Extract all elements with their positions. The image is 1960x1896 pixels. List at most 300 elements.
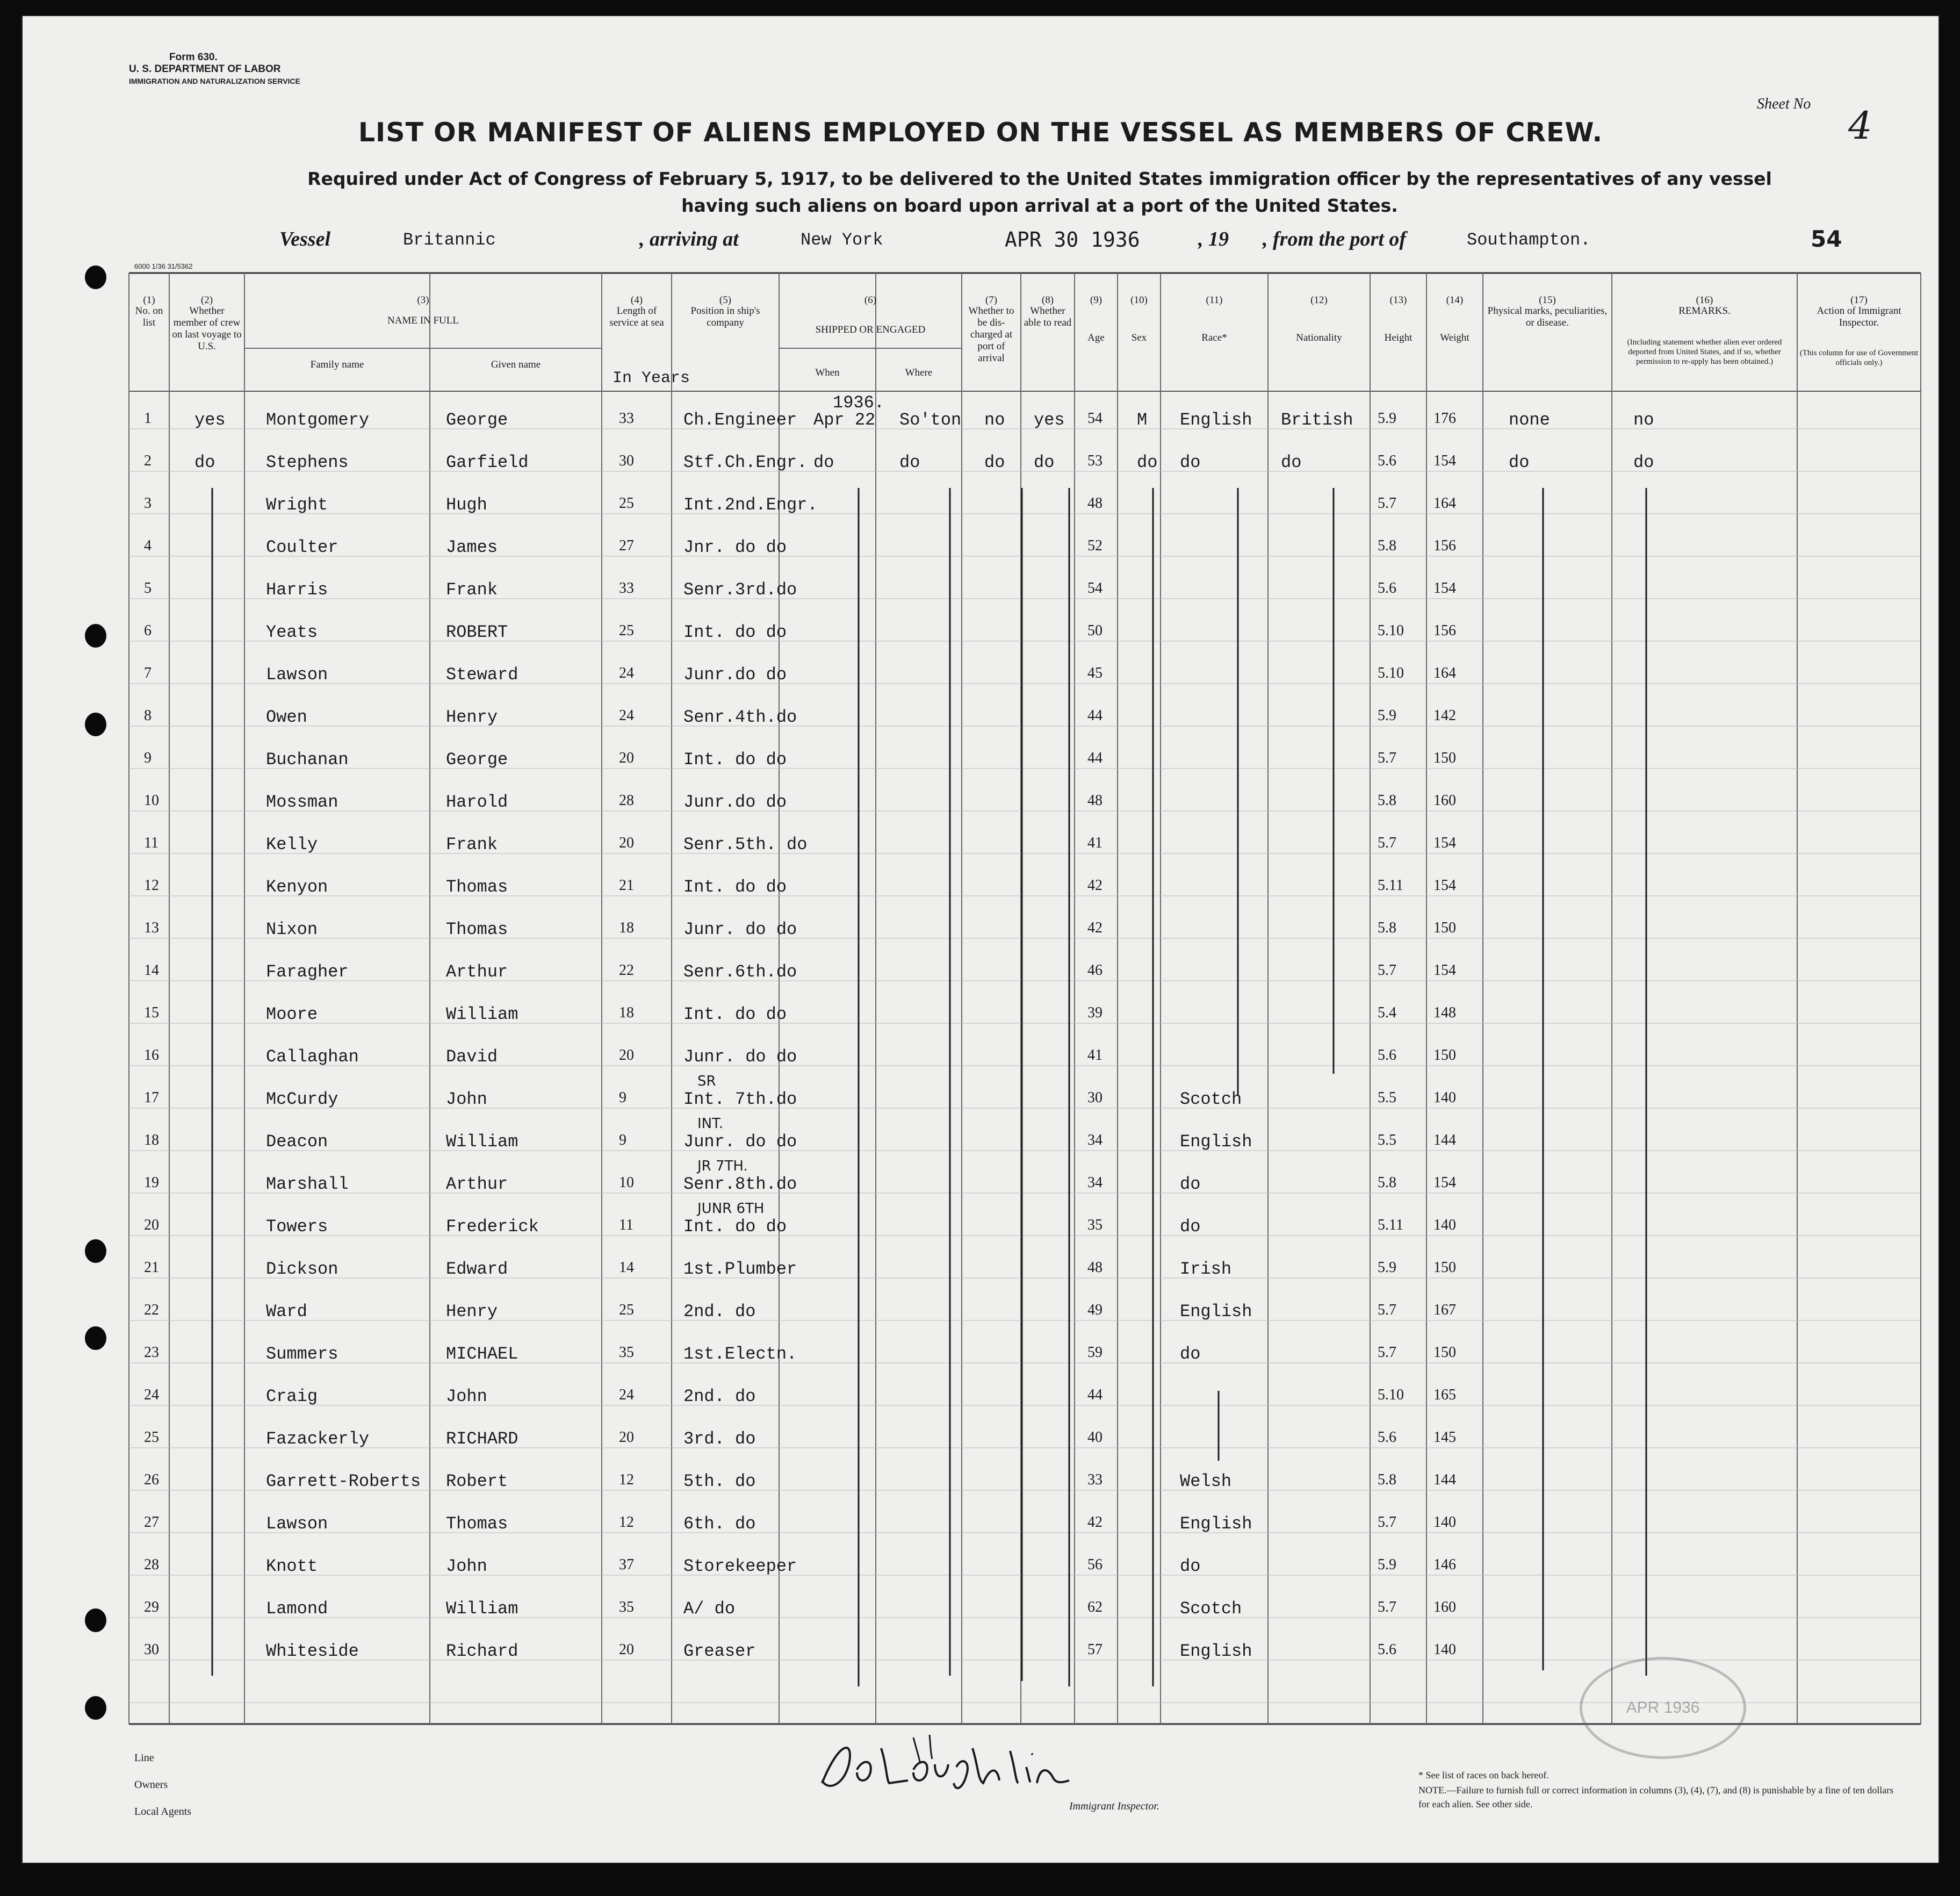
cell-weight: 160 [1433,1599,1456,1615]
cell-family: Lamond [266,1599,328,1619]
cell-age: 57 [1087,1641,1102,1658]
cell-position: 3rd. do [683,1429,756,1449]
shipped-where-header: Where [905,367,933,378]
cell-position: Int. do do [683,1217,787,1237]
cell-service: 33 [619,410,634,427]
page-title: LIST OR MANIFEST OF ALIENS EMPLOYED ON THE VESSEL AS MEMBERS OF CREW. [358,117,1603,148]
cell-given: Thomas [446,877,508,897]
cell-height: 5.7 [1378,750,1396,766]
cell-family: Kelly [266,835,318,854]
c2-header: Whether member of crew on last voyage to U.S. [172,305,242,352]
cell-service: 35 [619,1344,634,1361]
cell-service: 18 [619,1004,634,1021]
cell-family: Garrett-Roberts [266,1471,421,1491]
manifest-sheet [21,15,1940,1864]
cell-family: Coulter [266,537,338,557]
cell-age: 42 [1087,920,1102,936]
cell-height: 5.6 [1378,1047,1396,1064]
cell-no: 1 [144,410,152,427]
cell-service: 12 [619,1514,634,1531]
cell-no: 30 [144,1641,159,1658]
cell-race: do [1180,1556,1201,1576]
cell-race: do [1180,1217,1201,1237]
cell-height: 5.9 [1378,1259,1396,1276]
cell-nationality: British [1281,410,1353,430]
cell-height: 5.11 [1378,1217,1403,1233]
cell-height: 5.6 [1378,453,1396,469]
cell-service: 20 [619,750,634,766]
cell-sex: do [1137,453,1158,472]
cell-age: 44 [1087,1387,1102,1403]
cell-given: RICHARD [446,1429,518,1449]
cell-age: 56 [1087,1556,1102,1573]
c17-number: (17) [1850,295,1868,306]
cell-no: 8 [144,707,152,724]
cell-no: 7 [144,665,152,681]
cell-given: Steward [446,665,518,685]
cell-nationality: do [1281,453,1302,472]
cell-given: Arthur [446,1174,508,1194]
cell-weight: 140 [1433,1641,1456,1658]
cell-service: 10 [619,1174,634,1191]
cell-age: 34 [1087,1174,1102,1191]
sheet-number: 4 [1848,104,1872,148]
cell-discharged: do [984,453,1005,472]
cell-age: 62 [1087,1599,1102,1615]
cell-age: 54 [1087,580,1102,597]
cell-service: 27 [619,537,634,554]
cell-age: 46 [1087,962,1102,979]
arrival-date-stamp: APR 30 1936 [1005,228,1140,252]
cell-given: Henry [446,1302,498,1322]
requirement-text: Required under Act of Congress of February 5, 1917, to be delivered to the United States immigration officer by the representatives of any vessel having such aliens on board upon arrival at a port of the United States. [307,168,1772,216]
cell-no: 19 [144,1174,159,1191]
cell-no: 2 [144,453,152,469]
cell-service: 20 [619,835,634,851]
cell-given: Thomas [446,1514,508,1534]
line-label: Line [134,1752,154,1764]
c13-header: Height [1384,332,1413,343]
c12-header: Nationality [1296,332,1342,343]
cell-service: 20 [619,1047,634,1064]
cell-given: Garfield [446,453,529,472]
cell-given: David [446,1047,498,1067]
cell-where: So'ton [899,410,962,430]
c1-header: No. on list [135,305,163,328]
cell-given: Edward [446,1259,508,1279]
cell-marks: do [1509,453,1530,472]
punch-hole [85,624,106,648]
cell-service: 24 [619,665,634,681]
cell-height: 5.5 [1378,1132,1396,1148]
given-name-header: Given name [491,359,541,370]
cell-position: 2nd. do [683,1302,756,1322]
inspector-action-note: (This column for use of Government officials only.) [1799,349,1919,367]
cell-height: 5.9 [1378,1556,1396,1573]
cell-family: Wright [266,495,328,515]
c1-number: (1) [143,295,155,306]
punch-hole [85,1608,106,1632]
c17-header: Action of Immigrant Inspector. [1817,305,1901,328]
cell-age: 44 [1087,707,1102,724]
cell-position: Senr.4th.do [683,707,797,727]
table-grid [21,15,1940,1864]
c15-number: (15) [1539,295,1556,306]
inspector-signature [806,1732,1085,1797]
cell-height: 5.8 [1378,1174,1396,1191]
cell-position: Senr.8th.do [683,1174,797,1194]
cell-age: 40 [1087,1429,1102,1446]
cell-given: Richard [446,1641,518,1661]
cell-race: English [1180,1132,1252,1152]
cell-family: Craig [266,1387,318,1406]
cell-given: George [446,750,508,770]
name-header: NAME IN FULL [387,315,459,326]
cell-position: A/ do [683,1599,736,1619]
cell-service: 18 [619,920,634,936]
cell-family: Stephens [266,453,349,472]
cell-height: 5.11 [1378,877,1403,894]
cell-position: Int. 7th.do [683,1089,797,1109]
cell-given: Frank [446,580,498,600]
c7-header: Whether to be dis-charged at port of arrival [968,305,1014,364]
cell-weight: 154 [1433,453,1456,469]
cell-position: 1st.Electn. [683,1344,797,1364]
cell-service: 9 [619,1132,626,1148]
cell-service: 25 [619,495,634,512]
cell-when: Apr 22 [813,410,876,430]
years-note: In Years [612,369,690,387]
cell-weight: 165 [1433,1387,1456,1403]
cell-no: 4 [144,537,152,554]
owners-label: Owners [134,1779,168,1791]
cell-weight: 160 [1433,792,1456,809]
cell-given: MICHAEL [446,1344,518,1364]
cell-no: 5 [144,580,152,597]
cell-height: 5.8 [1378,920,1396,936]
cell-position: Junr. do do [683,1047,797,1067]
cell-given: Hugh [446,495,487,515]
cell-family: Whiteside [266,1641,359,1661]
from-port-label: , from the port of [1263,228,1407,250]
cell-service: 37 [619,1556,634,1573]
cell-race: Scotch [1180,1089,1242,1109]
year-label: , 19 [1198,228,1229,250]
cell-no: 23 [144,1344,159,1361]
c14-header: Weight [1440,332,1469,343]
cell-service: 21 [619,877,634,894]
c8-header: Whether able to read [1024,305,1072,328]
cell-given: James [446,537,498,557]
cell-remarks: no [1633,410,1654,430]
cell-weight: 150 [1433,1259,1456,1276]
cell-no: 25 [144,1429,159,1446]
cell-age: 41 [1087,1047,1102,1064]
cell-given: Thomas [446,920,508,939]
cell-height: 5.8 [1378,1471,1396,1488]
shipped-when-header: When [815,367,840,378]
punch-hole [85,713,106,736]
cell-position-correction: SR [697,1073,716,1089]
remarks-note: (Including statement whether alien ever ordered deported from United States, and if so, whether permission to re-apply has been obtained.) [1627,338,1782,366]
cell-height: 5.9 [1378,707,1396,724]
cell-age: 54 [1087,410,1102,427]
cell-family: Kenyon [266,877,328,897]
cell-family: Knott [266,1556,318,1576]
cell-weight: 150 [1433,920,1456,936]
cell-weight: 144 [1433,1132,1456,1148]
cell-where: do [899,453,920,472]
c16-header: REMARKS. [1678,305,1731,317]
cell-position: Junr.do do [683,665,787,685]
cell-height: 5.10 [1378,622,1404,639]
cell-weight: 167 [1433,1302,1456,1318]
cell-race: English [1180,1514,1252,1534]
cell-position: Stf.Ch.Engr. [683,453,808,472]
cell-read: yes [1034,410,1065,430]
cell-race: do [1180,1174,1201,1194]
cell-position: Ch.Engineer [683,410,797,430]
cell-no: 26 [144,1471,159,1488]
cell-no: 3 [144,495,152,512]
cell-age: 53 [1087,453,1102,469]
shipped-header: SHIPPED OR ENGAGED [815,324,926,335]
sheet-number-label: Sheet No [1757,96,1811,112]
cell-position-correction: JUNR 6TH [697,1201,765,1217]
cell-read: do [1034,453,1055,472]
cell-position: Junr. do do [683,920,797,939]
cell-age: 42 [1087,877,1102,894]
cell-height: 5.7 [1378,962,1396,979]
cell-position: 2nd. do [683,1387,756,1406]
cell-given: William [446,1599,518,1619]
cell-height: 5.7 [1378,1344,1396,1361]
cell-weight: 156 [1433,622,1456,639]
cell-position-correction: JR 7TH. [697,1158,748,1174]
cell-weight: 164 [1433,495,1456,512]
cell-no: 18 [144,1132,159,1148]
cell-no: 27 [144,1514,159,1531]
vessel-name: Britannic [403,230,496,250]
cell-height: 5.5 [1378,1089,1396,1106]
cell-weight: 154 [1433,580,1456,597]
c2-number: (2) [200,295,213,306]
cell-weight: 154 [1433,877,1456,894]
cell-weight: 142 [1433,707,1456,724]
cell-position: Jnr. do do [683,537,787,557]
cell-service: 11 [619,1217,633,1233]
shipped-year: 1936. [833,393,885,413]
cell-given: William [446,1004,518,1024]
cell-no: 24 [144,1387,159,1403]
cell-age: 41 [1087,835,1102,851]
cell-weight: 150 [1433,750,1456,766]
cell-family: Yeats [266,622,318,642]
cell-family: Lawson [266,665,328,685]
cell-weight: 150 [1433,1047,1456,1064]
cell-remarks: do [1633,453,1654,472]
cell-height: 5.9 [1378,410,1396,427]
cell-weight: 140 [1433,1217,1456,1233]
cell-age: 33 [1087,1471,1102,1488]
c10-number: (10) [1130,295,1148,306]
cell-service: 22 [619,962,634,979]
cell-no: 13 [144,920,159,936]
cell-given: John [446,1387,487,1406]
cell-position: Junr. do do [683,1132,797,1152]
cell-height: 5.6 [1378,1429,1396,1446]
punch-hole [85,1696,106,1720]
cell-no: 22 [144,1302,159,1318]
penalty-note: NOTE.—Failure to furnish full or correct information in columns (3), (4), (7), and (8) is punishable by a fine of ten dollars for each alien. See other side. [1418,1785,1894,1809]
cell-age: 45 [1087,665,1102,681]
cell-service: 25 [619,1302,634,1318]
cell-no: 20 [144,1217,159,1233]
cell-family: Fazackerly [266,1429,370,1449]
cell-race: English [1180,1302,1252,1322]
cell-family: Nixon [266,920,318,939]
cell-weight: 146 [1433,1556,1456,1573]
c14-number: (14) [1446,295,1464,306]
cell-age: 42 [1087,1514,1102,1531]
cell-position: Senr.3rd.do [683,580,797,600]
cell-age: 48 [1087,792,1102,809]
cell-race: Scotch [1180,1599,1242,1619]
cell-when: do [813,453,834,472]
footnote-races: * See list of races on back hereof. [1418,1770,1549,1780]
cell-given: ROBERT [446,622,508,642]
cell-position: Int. do do [683,1004,787,1024]
form-department: U. S. DEPARTMENT OF LABOR [129,63,281,75]
arriving-label: , arriving at [639,228,739,250]
cell-family: Harris [266,580,328,600]
cell-no: 29 [144,1599,159,1615]
cell-discharged: no [984,410,1005,430]
c11-header: Race* [1201,332,1227,343]
cell-age: 52 [1087,537,1102,554]
cell-family: Towers [266,1217,328,1237]
cell-family: McCurdy [266,1089,338,1109]
cell-height: 5.10 [1378,1387,1404,1403]
cell-no: 11 [144,835,158,851]
cell-age: 48 [1087,1259,1102,1276]
cell-age: 30 [1087,1089,1102,1106]
cell-weight: 154 [1433,1174,1456,1191]
cell-given: Robert [446,1471,508,1491]
cell-age: 50 [1087,622,1102,639]
cell-weight: 156 [1433,537,1456,554]
family-name-header: Family name [310,359,364,370]
page-number: 54 [1811,226,1842,252]
cell-height: 5.10 [1378,665,1404,681]
cell-race: English [1180,1641,1252,1661]
cell-service: 20 [619,1429,634,1446]
cell-given: George [446,410,508,430]
cell-given: Henry [446,707,498,727]
cell-no: 10 [144,792,159,809]
cell-age: 48 [1087,495,1102,512]
cell-family: Dickson [266,1259,338,1279]
cell-race: do [1180,1344,1201,1364]
cell-weight: 145 [1433,1429,1456,1446]
cell-position: Storekeeper [683,1556,797,1576]
c6-number: (6) [864,295,877,306]
cell-service: 33 [619,580,634,597]
cell-family: Mossman [266,792,338,812]
cell-family: Owen [266,707,307,727]
cell-height: 5.7 [1378,1514,1396,1531]
cell-age: 34 [1087,1132,1102,1148]
cell-family: Summers [266,1344,338,1364]
cell-height: 5.7 [1378,1302,1396,1318]
cell-height: 5.7 [1378,495,1396,512]
cell-service: 24 [619,707,634,724]
c4-number: (4) [630,295,643,306]
local-agents-label: Local Agents [134,1806,192,1818]
cell-weight: 140 [1433,1089,1456,1106]
c4-header: Length of service at sea [609,305,664,328]
cell-height: 5.8 [1378,792,1396,809]
cell-prev: yes [194,410,226,430]
cell-height: 5.6 [1378,1641,1396,1658]
cell-weight: 176 [1433,410,1456,427]
cell-no: 16 [144,1047,159,1064]
cell-position: Int. do do [683,622,787,642]
cell-no: 9 [144,750,152,766]
c3-number: (3) [417,295,429,306]
from-port: Southampton. [1467,230,1591,250]
punch-hole [85,265,106,289]
cell-family: Lawson [266,1514,328,1534]
vessel-label: Vessel [279,228,330,250]
cell-position: Int.2nd.Engr. [683,495,818,515]
cell-height: 5.7 [1378,1599,1396,1615]
form-number: Form 630. [169,52,218,63]
cell-position: Greaser [683,1641,756,1661]
cell-prev: do [194,453,215,472]
cell-given: Harold [446,792,508,812]
cell-weight: 144 [1433,1471,1456,1488]
cell-no: 6 [144,622,152,639]
cell-weight: 154 [1433,835,1456,851]
cell-race: do [1180,453,1201,472]
cell-position-correction: INT. [697,1116,724,1132]
cell-given: John [446,1089,487,1109]
cell-given: Frank [446,835,498,854]
punch-hole [85,1326,106,1350]
cell-position: Senr.6th.do [683,962,797,982]
cell-family: Ward [266,1302,307,1322]
cell-weight: 140 [1433,1514,1456,1531]
cell-position: 1st.Plumber [683,1259,797,1279]
cell-race: Irish [1180,1259,1232,1279]
cell-height: 5.4 [1378,1004,1396,1021]
cell-given: William [446,1132,518,1152]
cell-no: 17 [144,1089,159,1106]
cell-given: Arthur [446,962,508,982]
c5-header: Position in ship's company [690,305,760,328]
cell-height: 5.7 [1378,835,1396,851]
cell-no: 14 [144,962,159,979]
cell-height: 5.6 [1378,580,1396,597]
cell-no: 28 [144,1556,159,1573]
cell-family: Faragher [266,962,349,982]
cell-weight: 154 [1433,962,1456,979]
cell-service: 20 [619,1641,634,1658]
cell-age: 39 [1087,1004,1102,1021]
cell-position: 6th. do [683,1514,756,1534]
cell-height: 5.8 [1378,537,1396,554]
